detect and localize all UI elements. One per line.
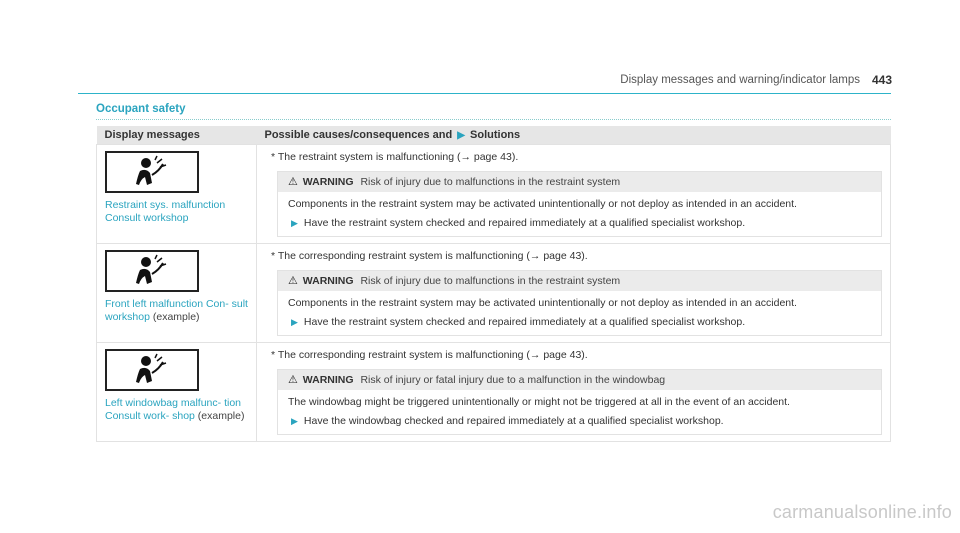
cause-cell xyxy=(257,145,891,244)
action-step xyxy=(288,315,871,329)
table-header-row xyxy=(97,126,891,145)
column-header-causes xyxy=(257,126,891,145)
action-step-text: Have the windowbag checked and repaired immediately at a qualified specialist workshop. xyxy=(303,415,724,427)
messages-table xyxy=(96,126,891,442)
warning-triangle-icon: ⚠ xyxy=(288,176,298,188)
page-number: 443 xyxy=(871,73,892,87)
airbag-off-icon xyxy=(105,151,199,193)
action-step xyxy=(288,216,871,230)
cause-text: * The corresponding restraint system is malfunctioning (→ page 43). xyxy=(271,349,588,361)
display-message-text: Front left malfunction Con- sult workshop xyxy=(105,298,248,323)
warning-body xyxy=(278,192,881,236)
column-header-display-messages: Display messages xyxy=(97,126,257,145)
warning-label: WARNING xyxy=(302,275,354,287)
warning-triangle-icon: ⚠ xyxy=(288,374,298,386)
header-rule xyxy=(78,93,891,94)
display-message-cell xyxy=(97,343,257,442)
step-arrow-icon: ▶ xyxy=(291,218,298,228)
section-title: Occupant safety xyxy=(96,103,186,115)
warning-title: Risk of injury due to malfunctions in the restraint system xyxy=(360,275,621,287)
airbag-off-icon xyxy=(105,349,199,391)
table-row xyxy=(97,244,891,343)
watermark: carmanualsonline.info xyxy=(772,502,952,522)
action-step-text: Have the restraint system checked and repaired immediately at a qualified specialist workshop. xyxy=(303,217,746,229)
display-message-note: (example) xyxy=(197,410,245,422)
warning-text: Components in the restraint system may be activated unintentionally or not deploy as intended in an accident. xyxy=(288,198,797,210)
cause-text: * The restraint system is malfunctioning (→ page 43). xyxy=(271,151,519,163)
action-step-text: Have the restraint system checked and repaired immediately at a qualified specialist workshop. xyxy=(303,316,746,328)
table-row xyxy=(97,343,891,442)
display-message-cell xyxy=(97,244,257,343)
running-header-title: Display messages and warning/indicator lamps xyxy=(620,74,860,86)
column-header-causes-text: Possible causes/consequences and xyxy=(264,129,453,141)
warning-title: Risk of injury due to malfunctions in the restraint system xyxy=(360,176,621,188)
warning-box xyxy=(277,270,882,336)
warning-bar xyxy=(278,370,881,390)
warning-title: Risk of injury or fatal injury due to a malfunction in the windowbag xyxy=(360,374,666,386)
cause-text: * The corresponding restraint system is malfunctioning (→ page 43). xyxy=(271,250,588,262)
action-step xyxy=(288,414,871,428)
warning-box xyxy=(277,369,882,435)
warning-text: Components in the restraint system may be activated unintentionally or not deploy as intended in an accident. xyxy=(288,297,797,309)
warning-bar xyxy=(278,271,881,291)
display-message-note: (example) xyxy=(152,311,200,323)
warning-text: The windowbag might be triggered unintentionally or might not be triggered at all in the event of an accident. xyxy=(288,396,790,408)
warning-label: WARNING xyxy=(302,374,354,386)
display-message-text: Left windowbag malfunc- tion Consult work- shop xyxy=(105,397,241,422)
display-message-cell xyxy=(97,145,257,244)
warning-label: WARNING xyxy=(302,176,354,188)
warning-triangle-icon: ⚠ xyxy=(288,275,298,287)
solution-arrow-icon: ▶ xyxy=(457,130,465,141)
step-arrow-icon: ▶ xyxy=(291,317,298,327)
warning-body xyxy=(278,390,881,434)
display-message-text: Restraint sys. malfunction Consult workshop xyxy=(105,199,226,224)
warning-box xyxy=(277,171,882,237)
cause-cell xyxy=(257,343,891,442)
airbag-off-icon xyxy=(105,250,199,292)
warning-bar xyxy=(278,172,881,192)
cause-cell xyxy=(257,244,891,343)
warning-body xyxy=(278,291,881,335)
column-header-solutions: Solutions xyxy=(470,129,521,141)
step-arrow-icon: ▶ xyxy=(291,416,298,426)
section-rule xyxy=(96,119,891,120)
table-row xyxy=(97,145,891,244)
